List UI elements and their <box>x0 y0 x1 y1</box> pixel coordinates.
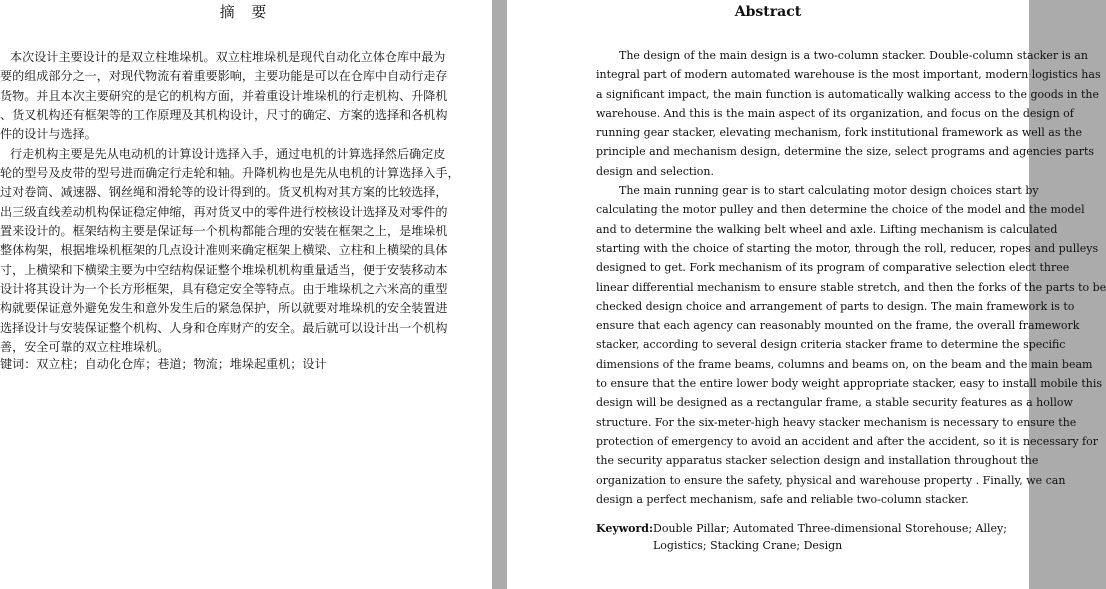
zh-line: 构就要保证意外避免发生和意外发生后的紧急保护，所以就要对堆垛机的安全装置进 <box>0 301 448 316</box>
zh-line: 行走机构主要是先从电动机的计算设计选择入手，通过电机的计算选择然后确定皮 <box>10 146 446 161</box>
english-abstract-body <box>507 46 1106 509</box>
en-line: principle and mechanism design, determine the size, select programs and agencies parts <box>596 145 1095 159</box>
zh-line: 设计将其设计为一个长方形框架，具有稳定安全等特点。由于堆垛机之六米高的重型 <box>0 282 448 297</box>
zh-line: 置来设计的。框架结构主要是保证每一个机构都能合理的安装在框架之上，是堆垛机 <box>0 224 448 239</box>
en-line: The main running gear is to start calculating motor design choices start by <box>619 184 1039 198</box>
en-line: organization to ensure the safety, physical and warehouse property . Finally, we can <box>596 473 1066 487</box>
english-abstract-title: Abstract <box>734 4 802 20</box>
zh-line: 选择设计与安装保证整个机构、人身和仓库财产的安全。最后就可以设计出一个机构 <box>0 320 448 335</box>
en-line: designed to get. Fork mechanism of its program of comparative selection elect three <box>596 261 1070 275</box>
chinese-abstract-page <box>0 0 492 589</box>
en-line: running gear stacker, elevating mechanism, fork institutional framework as well as the <box>596 126 1082 140</box>
zh-line: 、货叉机构还有框架等的工作原理及其机构设计，尺寸的确定、方案的选择和各机构 <box>0 108 448 123</box>
en-line: stacker, according to several design criteria stacker frame to determine the specific <box>596 338 1066 352</box>
zh-line: 出三级直线差动机构保证稳定伸缩，再对货叉中的零件进行校核设计选择及对零件的 <box>0 204 448 219</box>
chinese-keywords: 键词：双立柱；自动化仓库；巷道；物流；堆垛起重机；设计 <box>0 357 327 371</box>
en-line: dimensions of the frame beams, columns and beams on, on the beam and the main beam <box>596 357 1093 371</box>
en-line: and to determine the walking belt wheel and axle. Lifting mechanism is calculated <box>596 222 1058 236</box>
en-line: design a perfect mechanism, safe and reliable two-column stacker. <box>596 492 969 506</box>
chinese-abstract-body <box>0 48 492 358</box>
en-line: warehouse. And this is the main aspect of its organization, and focus on the design of <box>596 106 1074 120</box>
zh-line: 件的设计与选择。 <box>0 127 97 142</box>
zh-line: 本次设计主要设计的是双立柱堆垛机。双立柱堆垛机是现代自动化立体仓库中最为 <box>10 50 446 64</box>
en-line: integral part of modern automated warehouse is the most important, modern logistics has <box>596 68 1101 82</box>
keyword-text: Double Pillar; Automated Three-dimensional Storehouse; Alley; Logistics; Stacking Crane; Design <box>653 522 1007 552</box>
en-line: linear differential mechanism to ensure stable stretch, and then the forks of the parts to be <box>596 280 1106 294</box>
zh-line: 善，安全可靠的双立柱堆垛机。 <box>0 340 170 355</box>
en-line: a significant impact, the main function is automatically walking access to the goods in the <box>596 87 1100 101</box>
en-line: starting with the choice of starting the motor, through the roll, reducer, ropes and pulleys <box>596 241 1099 255</box>
en-line: to ensure that the entire lower body weight appropriate stacker, easy to install mobile this <box>596 377 1102 391</box>
en-line: The design of the main design is a two-column stacker. Double-column stacker is an <box>619 49 1088 62</box>
zh-line: 整体构架，根据堆垛机框架的几点设计准则来确定框架上横梁、立柱和上横梁的具体 <box>0 243 448 258</box>
zh-line: 要的组成部分之一，对现代物流有着重要影响，主要功能是可以在仓库中自动行走存 <box>0 69 448 84</box>
en-line: protection of emergency to avoid an accident and after the accident, so it is necessary for <box>596 434 1098 448</box>
keyword-label: Keyword: <box>596 522 654 535</box>
en-line: structure. For the six-meter-high heavy stacker mechanism is necessary to ensure the <box>596 415 1077 429</box>
zh-line: 货物。并且本次主要研究的是它的机构方面，并着重设计堆垛机的行走机构、升降机 <box>0 88 448 103</box>
en-line: design will be designed as a rectangular frame, a stable security features as a hollow <box>596 396 1073 410</box>
chinese-abstract-title: 摘 要 <box>219 3 273 21</box>
english-abstract-page <box>507 0 1106 589</box>
en-line: checked design choice and arrangement of parts to design. The main framework is to <box>596 299 1075 313</box>
zh-line: 轮的型号及皮带的型号进而确定行走轮和轴。升降机构也是先从电机的计算选择入手， <box>0 166 460 181</box>
zh-line: 寸，上横梁和下横梁主要为中空结构保证整个堆垛机机构重量适当，便于安装移动本 <box>0 262 448 277</box>
page-gap <box>492 0 507 589</box>
en-line: design and selection. <box>596 164 715 178</box>
en-line: calculating the motor pulley and then determine the choice of the model and the model <box>596 203 1085 217</box>
en-line: the security apparatus stacker selection design and installation throughout the <box>596 454 1039 468</box>
en-line: ensure that each agency can reasonably mounted on the frame, the overall framework <box>596 319 1080 333</box>
zh-line: 过对卷筒、减速器、钢丝绳和滑轮等的设计得到的。货叉机构对其方案的比较选择， <box>0 185 448 200</box>
